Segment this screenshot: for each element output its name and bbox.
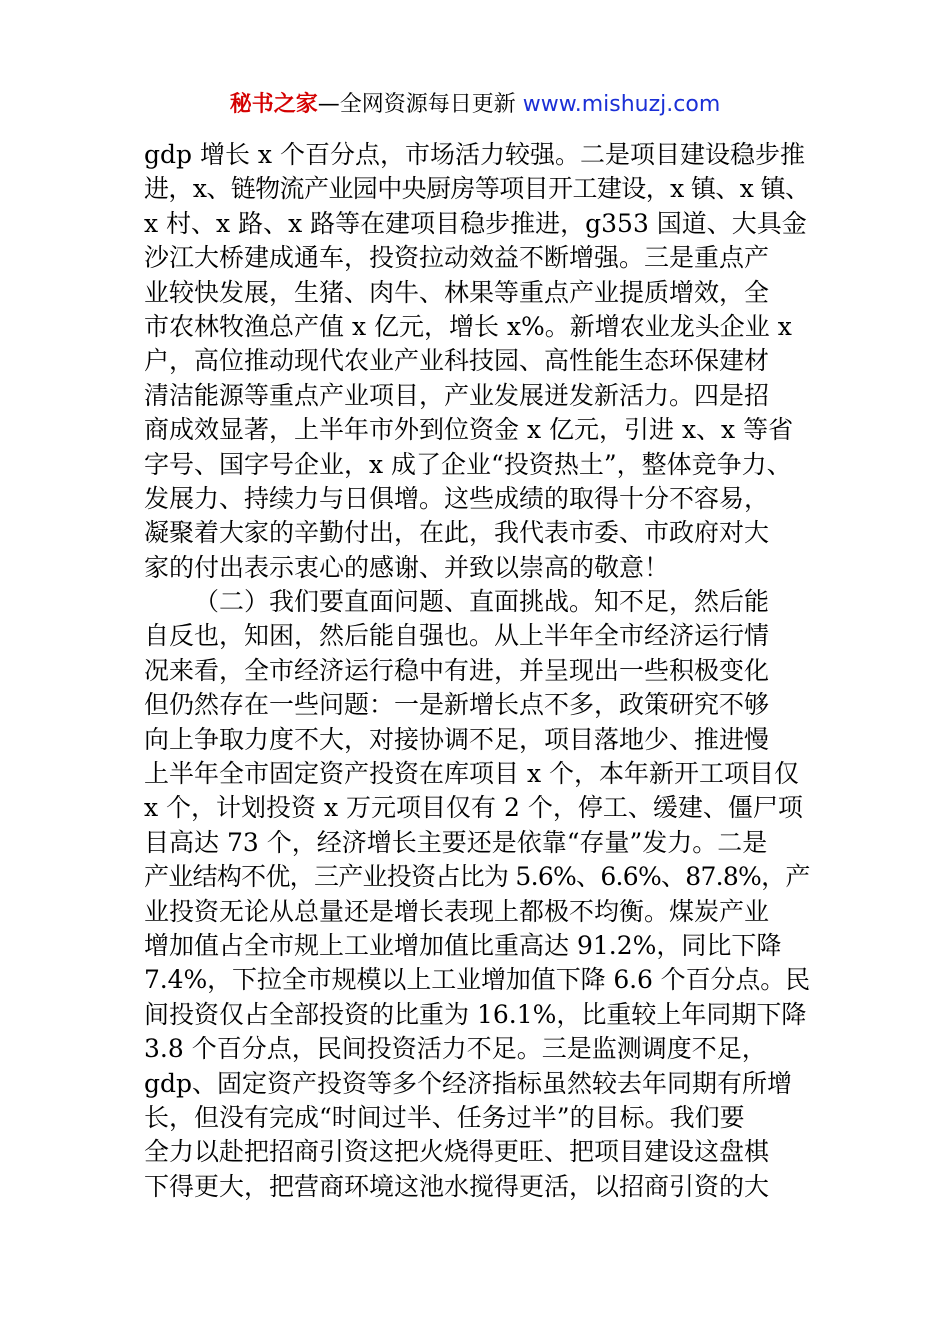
text-line: 字号、国字号企业，x 成了企业“投资热土”，整体竞争力、 xyxy=(144,449,792,479)
text-line: gdp 增长 x 个百分点，市场活力较强。二是项目建设稳步推 xyxy=(144,140,805,169)
text-line: 上半年全市固定资产投资在库项目 x 个，本年新开工项目仅 xyxy=(144,759,799,789)
text-line: 清洁能源等重点产业项目，产业发展迸发新活力。四是招 xyxy=(144,380,770,410)
text-line: 发展力、持续力与日俱增。这些成绩的取得十分不容易， xyxy=(144,483,770,513)
text-line: 但仍然存在一些问题：一是新增长点不多，政策研究不够 xyxy=(144,690,770,720)
text-line: 间投资仅占全部投资的比重为 16.1%，比重较上年同期下降 xyxy=(144,999,807,1029)
text-line: 长，但没有完成“时间过半、任务过半”的目标。我们要 xyxy=(144,1102,745,1132)
site-url-link[interactable]: www.mishuzj.com xyxy=(522,92,721,117)
text-line: 自反也，知困，然后能自强也。从上半年全市经济运行情 xyxy=(144,621,770,651)
text-line: 市农林牧渔总产值 x 亿元，增长 x%。新增农业龙头企业 x xyxy=(144,311,792,341)
document-body xyxy=(144,138,810,1204)
text-line: 家的付出表示衷心的感谢、并致以崇高的敬意！ xyxy=(144,552,670,582)
text-line: （二）我们要直面问题、直面挑战。知不足，然后能 xyxy=(194,587,770,617)
text-line: 况来看，全市经济运行稳中有进，并呈现出一些积极变化 xyxy=(144,655,770,685)
text-line: 业投资无论从总量还是增长表现上都极不均衡。煤炭产业 xyxy=(144,896,770,926)
text-line: gdp、固定资产投资等多个经济指标虽然较去年同期有所增 xyxy=(144,1068,793,1098)
text-line: 全力以赴把招商引资这把火烧得更旺、把项目建设这盘棋 xyxy=(144,1137,770,1167)
header-tagline: —全网资源每日更新 xyxy=(317,92,523,117)
text-line: 向上争取力度不大，对接协调不足，项目落地少、推进慢 xyxy=(144,724,770,754)
text-line: 沙江大桥建成通车，投资拉动效益不断增强。三是重点产 xyxy=(144,243,770,273)
text-line: 商成效显著，上半年市外到位资金 x 亿元，引进 x、x 等省 xyxy=(144,415,794,445)
site-header xyxy=(0,88,950,122)
text-line: 增加值占全市规上工业增加值比重高达 91.2%，同比下降 xyxy=(144,930,782,960)
text-line: 凝聚着大家的辛勤付出，在此，我代表市委、市政府对大 xyxy=(144,518,770,548)
text-line: 下得更大，把营商环境这池水搅得更活，以招商引资的大 xyxy=(144,1171,770,1201)
text-line: 目高达 73 个，经济增长主要还是依靠“存量”发力。二是 xyxy=(144,827,768,857)
brand-name: 秘书之家 xyxy=(229,92,318,117)
text-line: x 村、x 路、x 路等在建项目稳步推进，g353 国道、大具金 xyxy=(144,208,807,238)
text-line: 户，高位推动现代农业产业科技园、高性能生态环保建材 xyxy=(144,346,770,376)
text-line: 业较快发展，生猪、肉牛、林果等重点产业提质增效，全 xyxy=(144,277,770,307)
text-line: 产业结构不优，三产业投资占比为 5.6%、6.6%、87.8%，产 xyxy=(144,862,810,892)
text-line: x 个，计划投资 x 万元项目仅有 2 个，停工、缓建、僵尸项 xyxy=(144,793,803,823)
text-line: 进，x、链物流产业园中央厨房等项目开工建设，x 镇、x 镇、 xyxy=(144,174,810,204)
text-line: 3.8 个百分点，民间投资活力不足。三是监测调度不足， xyxy=(144,1034,767,1064)
text-line: 7.4%，下拉全市规模以上工业增加值下降 6.6 个百分点。民 xyxy=(144,965,811,995)
